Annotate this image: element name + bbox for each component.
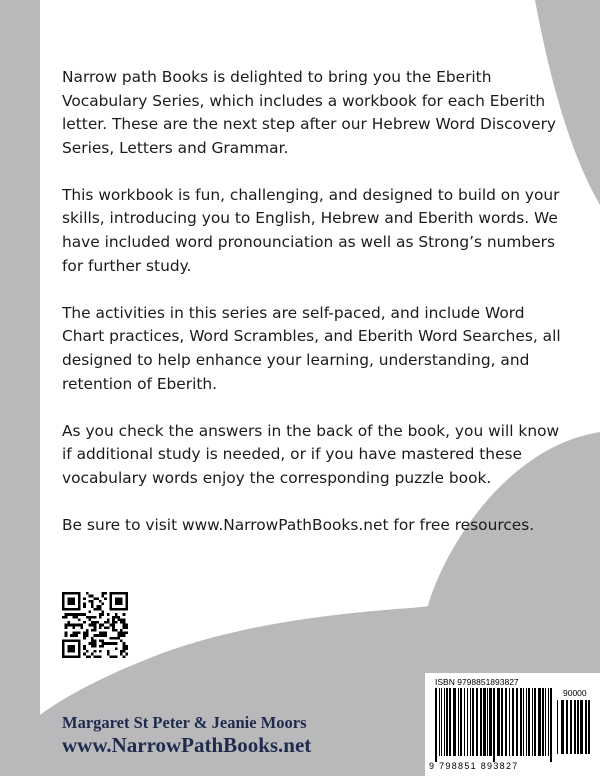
- paragraph-answers: As you check the answers in the back of the book, you will know if additional study is needed, or if you have mastered these vocabulary words enjoy the corresponding puzzle book.: [62, 421, 560, 487]
- ean-barcode-bars: [435, 688, 553, 762]
- ean-digits: 9 798851 893827: [429, 761, 519, 771]
- copyright-watermark: Copyrighted Material: [233, 14, 367, 30]
- author-names: Margaret St Peter & Jeanie Moors: [62, 713, 307, 732]
- qr-code: [62, 592, 128, 658]
- isbn-label: ISBN 9798851893827: [435, 677, 519, 687]
- paragraph-activities: The activities in this series are self-paced, and include Word Chart practices, Word Scrambles, and Eberith Word Searches, all designed to help enhance your learning, understanding, and retention of Eberith.: [62, 303, 561, 393]
- paragraph-workbook: This workbook is fun, challenging, and designed to build on your skills, introducing you to English, Hebrew and Eberith words. We have included word pronounciation as well as Strong’s numbers for further study.: [62, 185, 560, 275]
- isbn-barcode: [425, 673, 600, 776]
- price-code: 90000: [563, 688, 587, 698]
- website-url: www.NarrowPathBooks.net: [62, 733, 312, 757]
- paragraph-intro: Narrow path Books is delighted to bring you the Eberith Vocabulary Series, which includes a workbook for each Eberith letter. These are the next step after our Hebrew Word Discovery Series, Letters and Grammar.: [62, 68, 557, 157]
- paragraph-visit: Be sure to visit www.NarrowPathBooks.net for free resources.: [62, 515, 535, 534]
- back-cover-description: [62, 66, 562, 561]
- addon-barcode-bars: [557, 700, 593, 760]
